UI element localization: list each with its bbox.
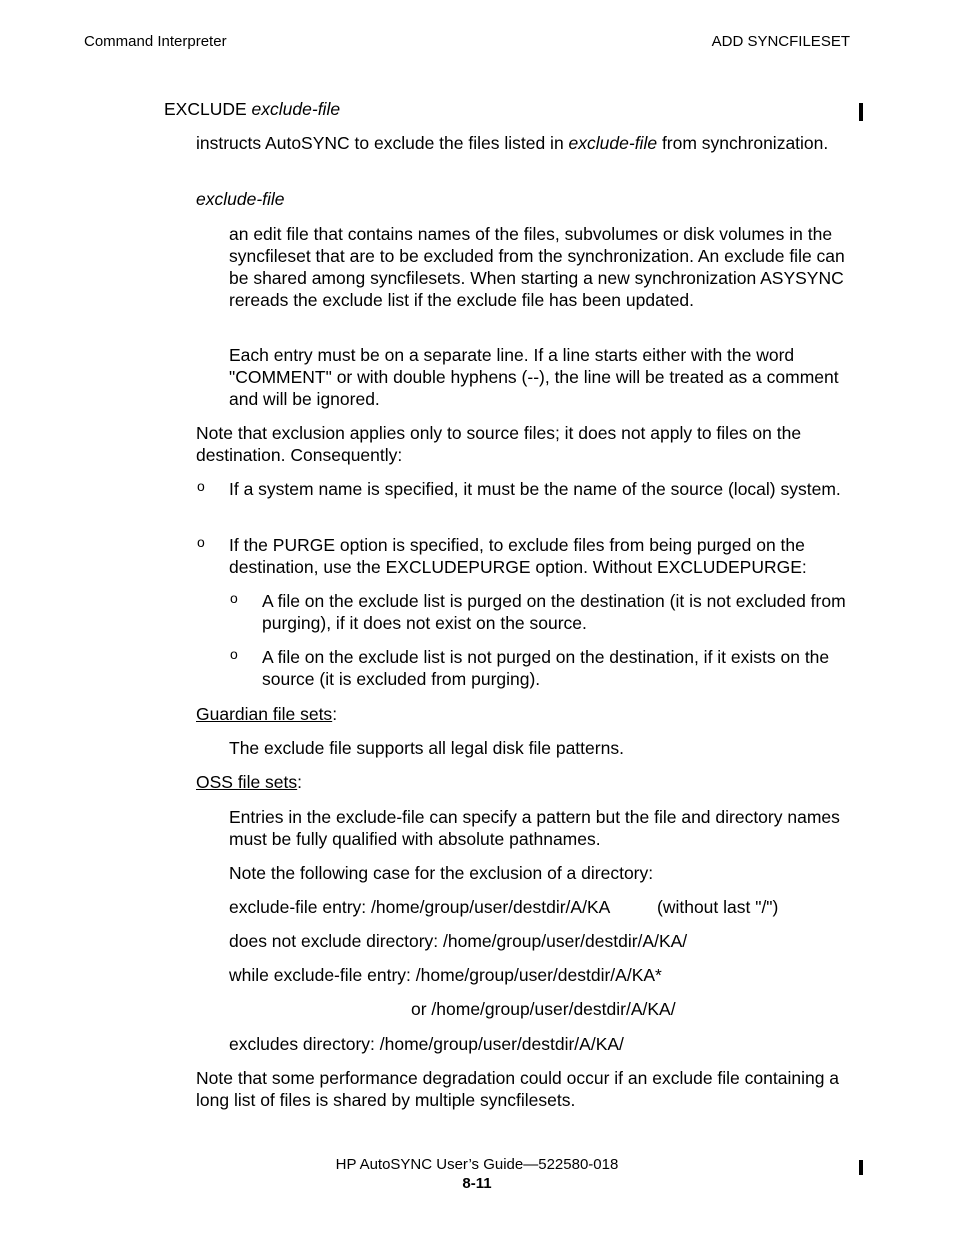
note-exclusion: Note that exclusion applies only to source files; it does not apply to files on the destination. Consequently: [196, 423, 802, 465]
change-bar-top [859, 103, 863, 121]
sub-bullet-item: A file on the exclude list is not purged on the destination, if it exists on the source (it is excluded from purging). [262, 647, 830, 689]
oss-example-3: while exclude-file entry: /home/group/user/destdir/A/KA* [229, 965, 662, 985]
bullet-item: If a system name is specified, it must be the name of the source (local) system. [229, 479, 841, 499]
intro-before: instructs AutoSYNC to exclude the files listed in [196, 133, 569, 153]
param-description-2: Each entry must be on a separate line. If a line starts either with the word "COMMENT" or with double hyphens (--), the line will be treated as a comment and will be ignored. [229, 345, 839, 409]
guardian-heading-text: Guardian file sets [196, 704, 333, 724]
oss-example-2: does not exclude directory: /home/group/user/destdir/A/KA/ [229, 931, 688, 951]
bullet-marker: o [197, 478, 205, 494]
footer-title: HP AutoSYNC User’s Guide—522580-018 [335, 1156, 619, 1173]
bullet-marker: o [197, 534, 205, 550]
oss-text-1: Entries in the exclude-file can specify a pattern but the file and directory names must be fully qualified with absolute pathnames. [229, 807, 840, 849]
intro-after: from synchronization. [657, 133, 829, 153]
section-keyword: EXCLUDE [164, 99, 247, 119]
oss-text-2: Note the following case for the exclusion of a directory: [229, 863, 654, 883]
sub-bullet-marker: o [230, 646, 238, 662]
oss-heading-colon: : [297, 772, 303, 792]
guardian-text: The exclude file supports all legal disk file patterns. [229, 738, 624, 758]
guardian-heading [196, 703, 854, 725]
bullet-item: If the PURGE option is specified, to exclude files from being purged on the destination, use the EXCLUDEPURGE option. Without EXCLUDEPURGE: [229, 535, 807, 577]
header-chapter: Command Interpreter [84, 33, 227, 50]
oss-heading-text: OSS file sets [196, 772, 298, 792]
intro-paragraph [196, 132, 854, 154]
page-number: 8-11 [462, 1175, 492, 1192]
section-param: exclude-file [251, 99, 341, 119]
section-heading [164, 98, 854, 120]
header-topic: ADD SYNCFILESET [711, 33, 850, 50]
sub-bullet-marker: o [230, 590, 238, 606]
oss-heading [196, 771, 854, 793]
intro-param: exclude-file [568, 133, 658, 153]
oss-example-1: exclude-file entry: /home/group/user/destdir/A/KA [229, 897, 611, 917]
oss-example-1-note: (without last "/") [657, 897, 779, 917]
sub-bullet-item: A file on the exclude list is purged on the destination (it is not excluded from purging), if it does not exist on the source. [262, 591, 846, 633]
param-description-1: an edit file that contains names of the files, subvolumes or disk volumes in the syncfileset that are to be excluded from the synchronization. An exclude file can be shared among syncfilesets. When starting a new synchronization ASYSYNC rereads the exclude list if the exclude file has been updated. [229, 224, 845, 310]
param-label: exclude-file [196, 189, 285, 209]
oss-example-4: or /home/group/user/destdir/A/KA/ [411, 999, 676, 1019]
oss-example-5: excludes directory: /home/group/user/destdir/A/KA/ [229, 1034, 624, 1054]
note-performance: Note that some performance degradation could occur if an exclude file containing a long list of files is shared by multiple syncfilesets. [196, 1068, 840, 1110]
guardian-heading-colon: : [332, 704, 338, 724]
